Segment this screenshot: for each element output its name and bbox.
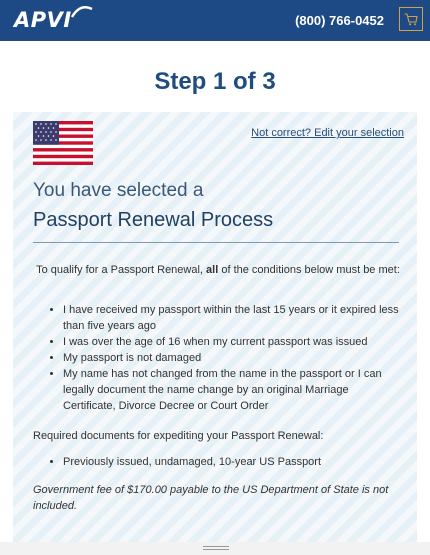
us-flag-icon <box>33 121 93 165</box>
list-item: • I have received my passport within the last 15 years or it expired less than five years ago <box>63 302 401 334</box>
fee-note: Government fee of $170.00 payable to the US Department of State is not included. <box>33 484 389 512</box>
logo-text: APVI <box>14 8 72 32</box>
qualify-text-bold: all <box>206 264 219 276</box>
required-docs-label: Required documents for expediting your Passport Renewal: <box>33 430 324 442</box>
apvi-logo[interactable] <box>14 8 72 32</box>
list-item: • Previously issued, undamaged, 10-year US Passport <box>63 454 401 470</box>
selected-label: You have selected a <box>33 180 204 201</box>
process-name: Passport Renewal Process <box>33 209 274 231</box>
list-item: • My name has not changed from the name in the passport or I can legally document the name change by an original Marriage Certificate, Divorce Decree or Court Order <box>63 366 401 414</box>
bottom-drag-handle[interactable] <box>0 542 430 555</box>
conditions-list <box>33 302 401 414</box>
cart-icon <box>404 13 418 26</box>
top-header <box>0 0 430 41</box>
qualify-text-start: To qualify for a Passport Renewal, <box>36 264 207 276</box>
documents-list <box>33 454 401 470</box>
list-item: • I was over the age of 16 when my current passport was issued <box>63 334 401 350</box>
edit-selection-link[interactable]: Not correct? Edit your selection <box>251 127 404 139</box>
divider <box>33 242 399 243</box>
qualify-text <box>33 262 401 278</box>
cart-button[interactable] <box>399 7 423 31</box>
phone-number[interactable]: (800) 766-0452 <box>295 13 384 28</box>
selection-card <box>13 112 417 542</box>
step-title: Step 1 of 3 <box>154 68 276 95</box>
logo-swoosh-icon <box>70 5 94 19</box>
drag-handle-icon <box>203 546 229 552</box>
qualify-text-end: of the conditions below must be met: <box>218 264 400 276</box>
list-item: • My passport is not damaged <box>63 350 401 366</box>
